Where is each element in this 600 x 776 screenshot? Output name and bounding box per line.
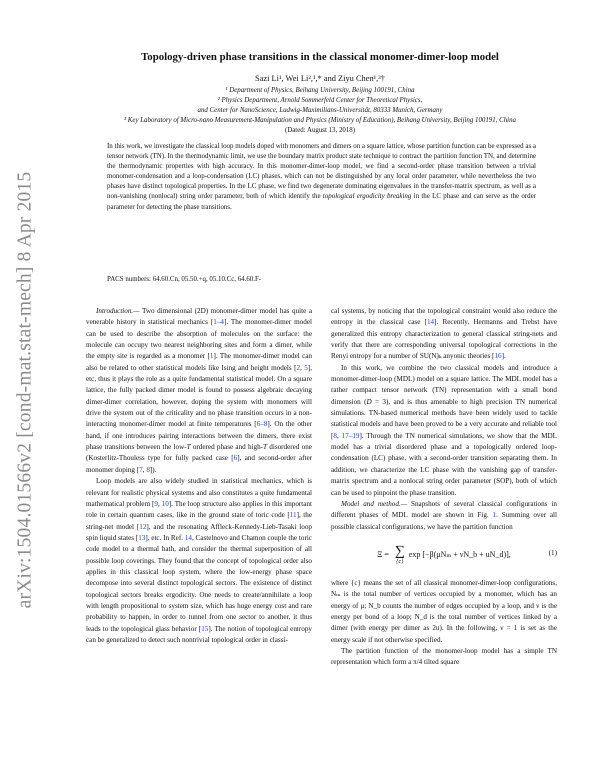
text-run: ], and second-order after monomer doping [ — [86, 454, 312, 474]
affiliation-1: ¹ Department of Physics, Beihang University, Beijing 100191, China — [225, 87, 415, 94]
text-run: ordered phase and high- — [190, 443, 264, 452]
citation-link[interactable]: 6–8 — [256, 420, 268, 429]
citation-link[interactable]: 7 — [139, 465, 143, 474]
text-run: ], and the resonating Affleck-Kennedy-Lieb-Tasaki loop spin liquid states [ — [86, 522, 313, 542]
text-run: ]. The notion of topological entropy can be generalized to detect such nontrivial topological order in classi- — [86, 624, 312, 644]
paragraph-model-method — [331, 499, 557, 533]
text-run: ]. — [501, 352, 506, 361]
citation-link[interactable]: 16 — [494, 352, 502, 361]
text-run: , — [142, 465, 147, 474]
text-run: ]. The monomer-dimer model can also be related to other statistical models like Ising and height models [ — [86, 352, 312, 372]
author-list: Sazi Li¹, Wei Li²,¹,* and Ziyu Chen¹,³† — [255, 74, 385, 83]
text-run: cal systems, by noticing that the topological constraint would also reduce the entropy in the classical case [ — [331, 307, 557, 327]
citation-link[interactable]: 1 — [209, 352, 214, 361]
paragraph-definitions — [331, 578, 557, 646]
abstract-emphasis: topological ergodicity breaking — [322, 192, 412, 201]
affiliation-2: ² Physics Department, Arnold Sommerfeld Center for Theoretical Physics, — [217, 97, 423, 105]
citation-link[interactable]: 9 — [154, 499, 158, 508]
text-run: ], the string-net model [ — [86, 511, 313, 531]
abstract-text-2: in the LC phase and can serve as the order parameter for detecting the phase transitions. — [107, 192, 536, 211]
citation-link[interactable]: 14 — [426, 318, 435, 327]
text-run: . Summing over all possible classical configurations, we have the partition function — [331, 511, 557, 531]
text-run: ]. The loop structure also applies in this important role in certain quantum cases, like in the ground state of toric code [ — [86, 499, 312, 520]
citation-link[interactable]: 12 — [139, 522, 147, 531]
text-run: ]). — [149, 465, 157, 474]
math-symbol: T — [263, 443, 268, 452]
text-run: = 3), and is thus amenable to high precision TN numerical simulations. TN-based numerical methods have been widely used to tackle statistical models and have been proved to be a very accurate and reliable tool [ — [331, 397, 557, 440]
paragraph-this-work — [331, 363, 557, 499]
text-run: In this work, we combine the two classical models and introduce a monomer-dimer-loop (MDL) model on a square lattice. The MDL model has a rather compact tensor network (TN) representation with a small bond dimension ( — [331, 363, 557, 406]
affiliation-2-cont: and Center for NanoScience, Ludwig-Maximilians-Universität, 80333 Munich, Germany — [197, 107, 443, 115]
section-lead-introduction: Introduction.— — [96, 307, 140, 315]
affiliation-3: ³ Key Laboratory of Micro-nano Measurement-Manipulation and Physics (Ministry of Education), Beihang University, Beijing 100191, China — [124, 117, 516, 125]
text-run: Snapshots of several classical configurations in different phases of MDL model are shown in Fig. — [331, 499, 557, 520]
figure-link[interactable]: 1 — [492, 511, 497, 520]
citation-link[interactable]: 14 — [184, 533, 192, 542]
math-symbol: T — [186, 443, 191, 452]
text-run: ]. The monomer-dimer model can be used to describe the absorption of molecules on the surface: the molecule can occupy two nearest neighboring sites and form a dimer, while the empty site is regarded as a monomer [ — [86, 318, 312, 361]
citation-link[interactable]: 10 — [161, 499, 169, 508]
equation-body: exp [−β(μNₘ + νN_b + uN_d)], — [408, 550, 511, 560]
text-run: , — [336, 431, 342, 440]
arxiv-id-text[interactable]: arXiv:1504.01566v2 [cond-mat.stat-mech] 8 Apr 2015 — [14, 171, 35, 609]
abstract — [107, 141, 536, 212]
text-run: The partition function of the monomer-loop model has a simple TN representation which form a π/4 tilted square — [331, 646, 557, 667]
text-run: ]. Recently, Hermanns and Trebst have generalized this entropy characterization to general classical string-nets and verify that there are corresponding universal topological corrections in the Renyi entropy for a number of SU(N)ₖ anyonic theories [ — [331, 318, 557, 361]
math-symbol: D — [366, 397, 372, 406]
text-run: where {c} means the set of all classical monomer-dimer-loop configurations, Nₘ is the total number of vertices occupied by a monomer, which has an energy of μ; N_b counts the number of edges occupied by a loop, and ν is the energy per bond of a loop; N_d is the total number of vertices linked by a dimer (with energy per dimer as 2u). In the following, ν = 1 is set as the energy scale if not otherwise specified. — [331, 578, 557, 644]
equation-number: (1) — [548, 548, 557, 557]
equation-partition-function — [331, 535, 557, 575]
citation-link[interactable]: 1–4 — [213, 318, 224, 327]
paragraph-tn-representation — [331, 646, 557, 669]
citation-link[interactable]: 2 — [296, 363, 301, 372]
dated-line: (Dated: August 13, 2018) — [284, 127, 356, 135]
text-run: ]. On the other hand, if one introduces pairing interactions between the dimers, there exist phase transitions between the low- — [86, 420, 312, 452]
citation-link[interactable]: 15 — [201, 624, 209, 633]
sigma-icon: ∑ — [394, 543, 405, 559]
citation-link[interactable]: 8 — [333, 431, 337, 440]
text-run: disordered one (Kosterlitz-Thouless type for fully packed case [ — [86, 443, 312, 463]
citation-link[interactable]: 6 — [233, 454, 238, 463]
text-run: Two dimensional (2D) monomer-dimer model has quite a venerable history in statistical mechanics [ — [86, 307, 312, 327]
text-run: ], etc, thus it plays the role as a quite fundamental statistical model. On a square lattice, the fully packed dimer model is found to possess algebraic decaying dimer-dimer correlation, however, doping the system with monomers will drive the system out of the criticality and no phase transition occurs in a non-interacting monomer-dimer model at finite temperatures [ — [86, 363, 313, 429]
citation-link[interactable]: 5 — [304, 363, 308, 372]
summation-symbol — [395, 545, 405, 565]
text-run: ]. Through the TN numerical simulations, we show that the MDL model has a trivial disordered phase and a topologically ordered loop-condensation (LC) phase, with a second-order transition separating them. In addition, we characterize the LC phase with the vanishing gap of transfer-matrix spectrum and a nonlocal string order parameter (SOP), both of which can be used to pinpoint the phase transition. — [331, 431, 557, 497]
citation-link[interactable]: 11 — [289, 511, 297, 520]
pacs-numbers: PACS numbers: 64.60.Cn, 05.50.+q, 05.10.Cc, 64.60.F- — [107, 276, 262, 283]
citation-link[interactable]: 8 — [146, 465, 150, 474]
section-lead-model-method: Model and method.— — [341, 499, 408, 508]
text-run: ], etc. In Ref. — [145, 533, 185, 542]
paragraph-introduction — [86, 306, 312, 476]
text-run: , — [300, 363, 305, 372]
citation-link[interactable]: 13 — [138, 533, 146, 542]
paper-title: Topology-driven phase transitions in the classical monomer-dimer-loop model — [141, 51, 499, 63]
text-run: Loop models are also widely studied in statistical mechanics, which is relevant for realistic physical systems and also constitutes a quite fundamental mathematical problem [ — [86, 477, 312, 508]
paragraph-loop-models — [86, 476, 312, 646]
affiliations — [50, 86, 590, 136]
summation-subscript: {c} — [396, 558, 404, 565]
text-run: , Castelnovo and Chamon couple the toric code model to a thermal bath, and consider the thermal superposition of all possible loop coverings. They found that the concept of topological order also applies in this classical loop system, where the low-energy phase space decompose into several distinct topological sectors. The existence of distinct topological sectors breaks ergodicity. One needs to create/annihilate a loop with length propositional to system size, which has huge energy cost and rare probability to happen, in order to tunnel from one sector to another, it thus leads to the topological glass behavior [ — [86, 533, 312, 633]
equation-lhs: Ξ = — [377, 550, 389, 560]
paragraph-continued — [331, 306, 557, 363]
text-run: , — [157, 499, 162, 508]
citation-link[interactable]: 17–19 — [341, 431, 360, 440]
right-column — [331, 306, 557, 669]
left-column — [86, 306, 312, 646]
abstract-text-1: In this work, we investigate the classical loop models doped with monomers and dimers on a square lattice, whose partition function can be expressed as a tensor network (TN). In the thermodynamic limit, we use the boundary matrix product state technique to contract the partition function TN, and determine the thermodynamic properties with high accuracy. In this monomer-dimer-loop model, we find a second-order phase transition between a trivial monomer-condensation and a loop-condensation (LC) phases, which can not be distinguished by any local order parameter, while nevertheless the two phases have distinct topological properties. In the LC phase, we find two degenerate dominating eigenvalues in the transfer-matrix spectrum, as well as a non-vanishing (nonlocal) string order parameter, both of which identify the — [107, 142, 536, 201]
arxiv-side-identifier — [8, 160, 42, 620]
